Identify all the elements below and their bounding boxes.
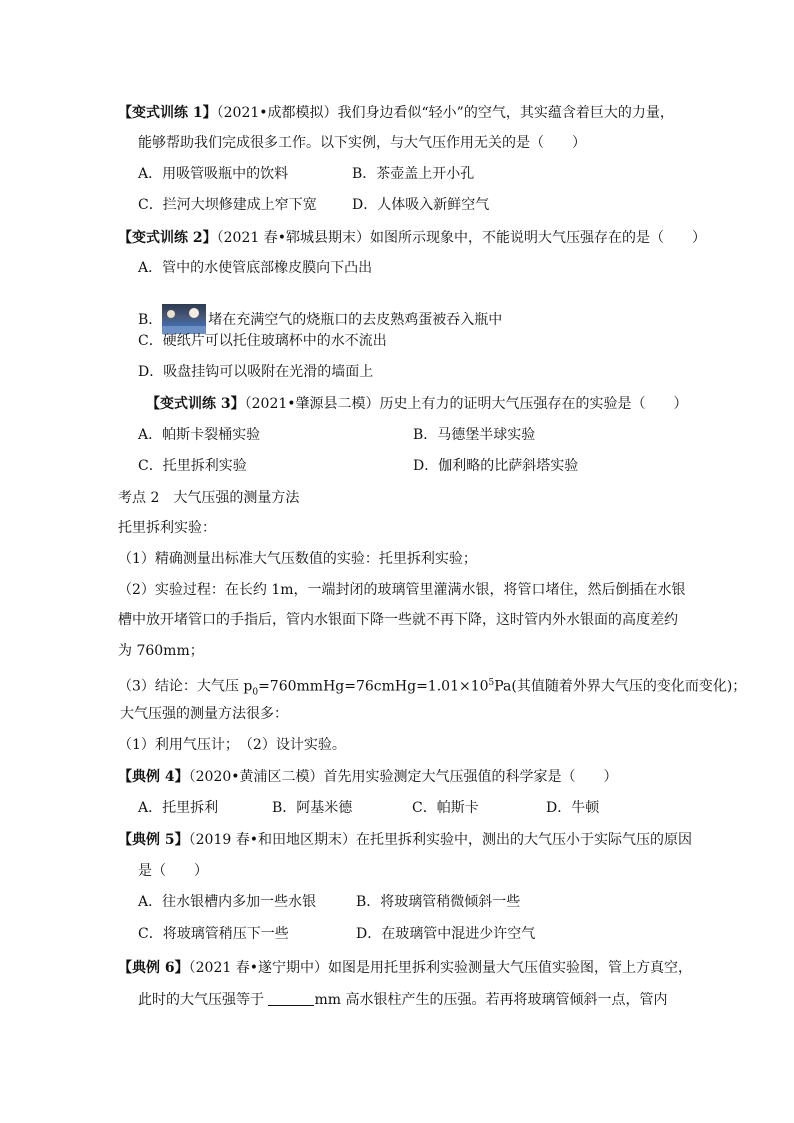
question-5-option-a[interactable]: A．往水银槽内多加一些水银 (138, 894, 317, 910)
conclusion-suffix: Pa(其值随着外界大气压的变化而变化)； (494, 678, 747, 695)
question-5-tag: 【典例 5】 (118, 832, 189, 848)
question-5-option-d[interactable]: D．在玻璃管中混进少许空气 (356, 926, 536, 942)
question-2-option-b-label: B． (138, 312, 163, 328)
egg-flask-photo (162, 304, 206, 334)
question-6-tag: 【典例 6】 (118, 960, 189, 976)
section-intro: 托里拆利实验： (118, 520, 216, 536)
question-1-option-b[interactable]: B．茶壶盖上开小孔 (352, 166, 475, 182)
question-5-option-c[interactable]: C．将玻璃管稍压下一些 (138, 926, 289, 942)
question-2-option-b[interactable] (138, 304, 502, 334)
question-2-option-d[interactable]: D．吸盘挂钩可以吸附在光滑的墙面上 (138, 364, 374, 380)
question-4-option-d[interactable]: D．牛顿 (546, 800, 600, 816)
question-6-line-1 (118, 958, 692, 978)
section-point-2-line-1: （2）实验过程：在长约 1m，一端封闭的玻璃管里灌满水银，将管口堵住，然后倒插在水银 (118, 582, 686, 598)
question-3-line (146, 394, 688, 414)
question-2-option-a[interactable]: A．管中的水使管底部橡皮膜向下凸出 (138, 260, 373, 276)
question-1-tag: 【变式训练 1】 (118, 105, 217, 121)
question-4-tag: 【典例 4】 (118, 769, 189, 785)
question-4-option-c[interactable]: C．帕斯卡 (412, 800, 479, 816)
question-3-stem: （2021•肇源县二模）历史上有力的证明大气压强存在的实验是（ ） (244, 396, 688, 412)
question-4-stem: （2020•黄浦区二模）首先用实验测定大气压强值的科学家是（ ） (188, 769, 618, 785)
conclusion-exponent: 5 (488, 678, 495, 688)
question-2-line (118, 228, 706, 248)
conclusion-subscript: 0 (252, 687, 259, 698)
question-3-option-c[interactable]: C．托里拆利实验 (138, 458, 247, 474)
question-4-option-a[interactable]: A．托里拆利 (138, 800, 219, 816)
question-5-line-1 (118, 830, 692, 850)
section-point-2-line-2: 槽中放开堵管口的手指后，管内水银面下降一些就不再下降，这时管内外水银面的高度差约 (118, 612, 678, 628)
question-4-option-b[interactable]: B．阿基米德 (272, 800, 353, 816)
question-3-option-a[interactable]: A．帕斯卡裂桶实验 (138, 427, 261, 443)
question-6-line-2 (138, 990, 667, 1010)
question-3-tag: 【变式训练 3】 (146, 396, 245, 412)
question-6-stem-1: （2021 春•遂宁期中）如图是用托里拆利实验测量大气压值实验图，管上方真空， (188, 960, 692, 976)
question-6-stem-2b: mm 高水银柱产生的压强。若再将玻璃管倾斜一点，管内 (314, 992, 668, 1008)
question-5-stem-1: （2019 春•和田地区期末）在托里拆利实验中，测出的大气压小于实际气压的原因 (188, 832, 692, 848)
question-2-option-b-text: 堵在充满空气的烧瓶口的去皮熟鸡蛋被吞入瓶中 (208, 312, 503, 328)
question-5-option-b[interactable]: B．将玻璃管稍微倾斜一些 (356, 894, 521, 910)
section-point-4: 大气压强的测量方法很多： (120, 706, 288, 722)
answer-blank[interactable] (268, 991, 314, 1006)
question-1-option-d[interactable]: D．人体吸入新鲜空气 (352, 197, 490, 213)
section-point-2-line-3: 为 760mm； (118, 643, 204, 659)
question-5-stem-2: 是（ ） (138, 863, 208, 879)
question-6-stem-2a: 此时的大气压强等于 (138, 992, 269, 1008)
question-3-option-d[interactable]: D．伽利略的比萨斜塔实验 (413, 458, 579, 474)
question-1-stem-1: （2021•成都模拟）我们身边看似“轻小”的空气，其实蕴含着巨大的力量， (216, 105, 674, 121)
question-2-option-c[interactable]: C．硬纸片可以托住玻璃杯中的水不流出 (138, 333, 387, 349)
question-2-tag: 【变式训练 2】 (118, 230, 217, 246)
section-title: 考点 2 大气压强的测量方法 (118, 490, 300, 506)
question-1-stem-2: 能够帮助我们完成很多工作。以下实例，与大气压作用无关的是（ ） (138, 135, 586, 151)
question-1-line-1 (118, 103, 674, 123)
conclusion-formula: =760mmHg=76cmHg=1.01×10 (258, 678, 489, 695)
question-4-line (118, 767, 618, 787)
question-1-option-c[interactable]: C．拦河大坝修建成上窄下宽 (138, 197, 317, 213)
section-point-3 (118, 673, 746, 702)
conclusion-prefix: （3）结论：大气压 p (118, 678, 253, 695)
question-2-stem: （2021 春•郓城县期末）如图所示现象中，不能说明大气压强存在的是（ ） (216, 230, 706, 246)
section-point-5: （1）利用气压计； （2）设计实验。 (118, 737, 346, 753)
question-1-option-a[interactable]: A．用吸管吸瓶中的饮料 (138, 166, 289, 182)
section-point-1: （1）精确测量出标准大气压数值的实验：托里拆利实验； (118, 551, 477, 567)
question-3-option-b[interactable]: B．马德堡半球实验 (413, 427, 536, 443)
